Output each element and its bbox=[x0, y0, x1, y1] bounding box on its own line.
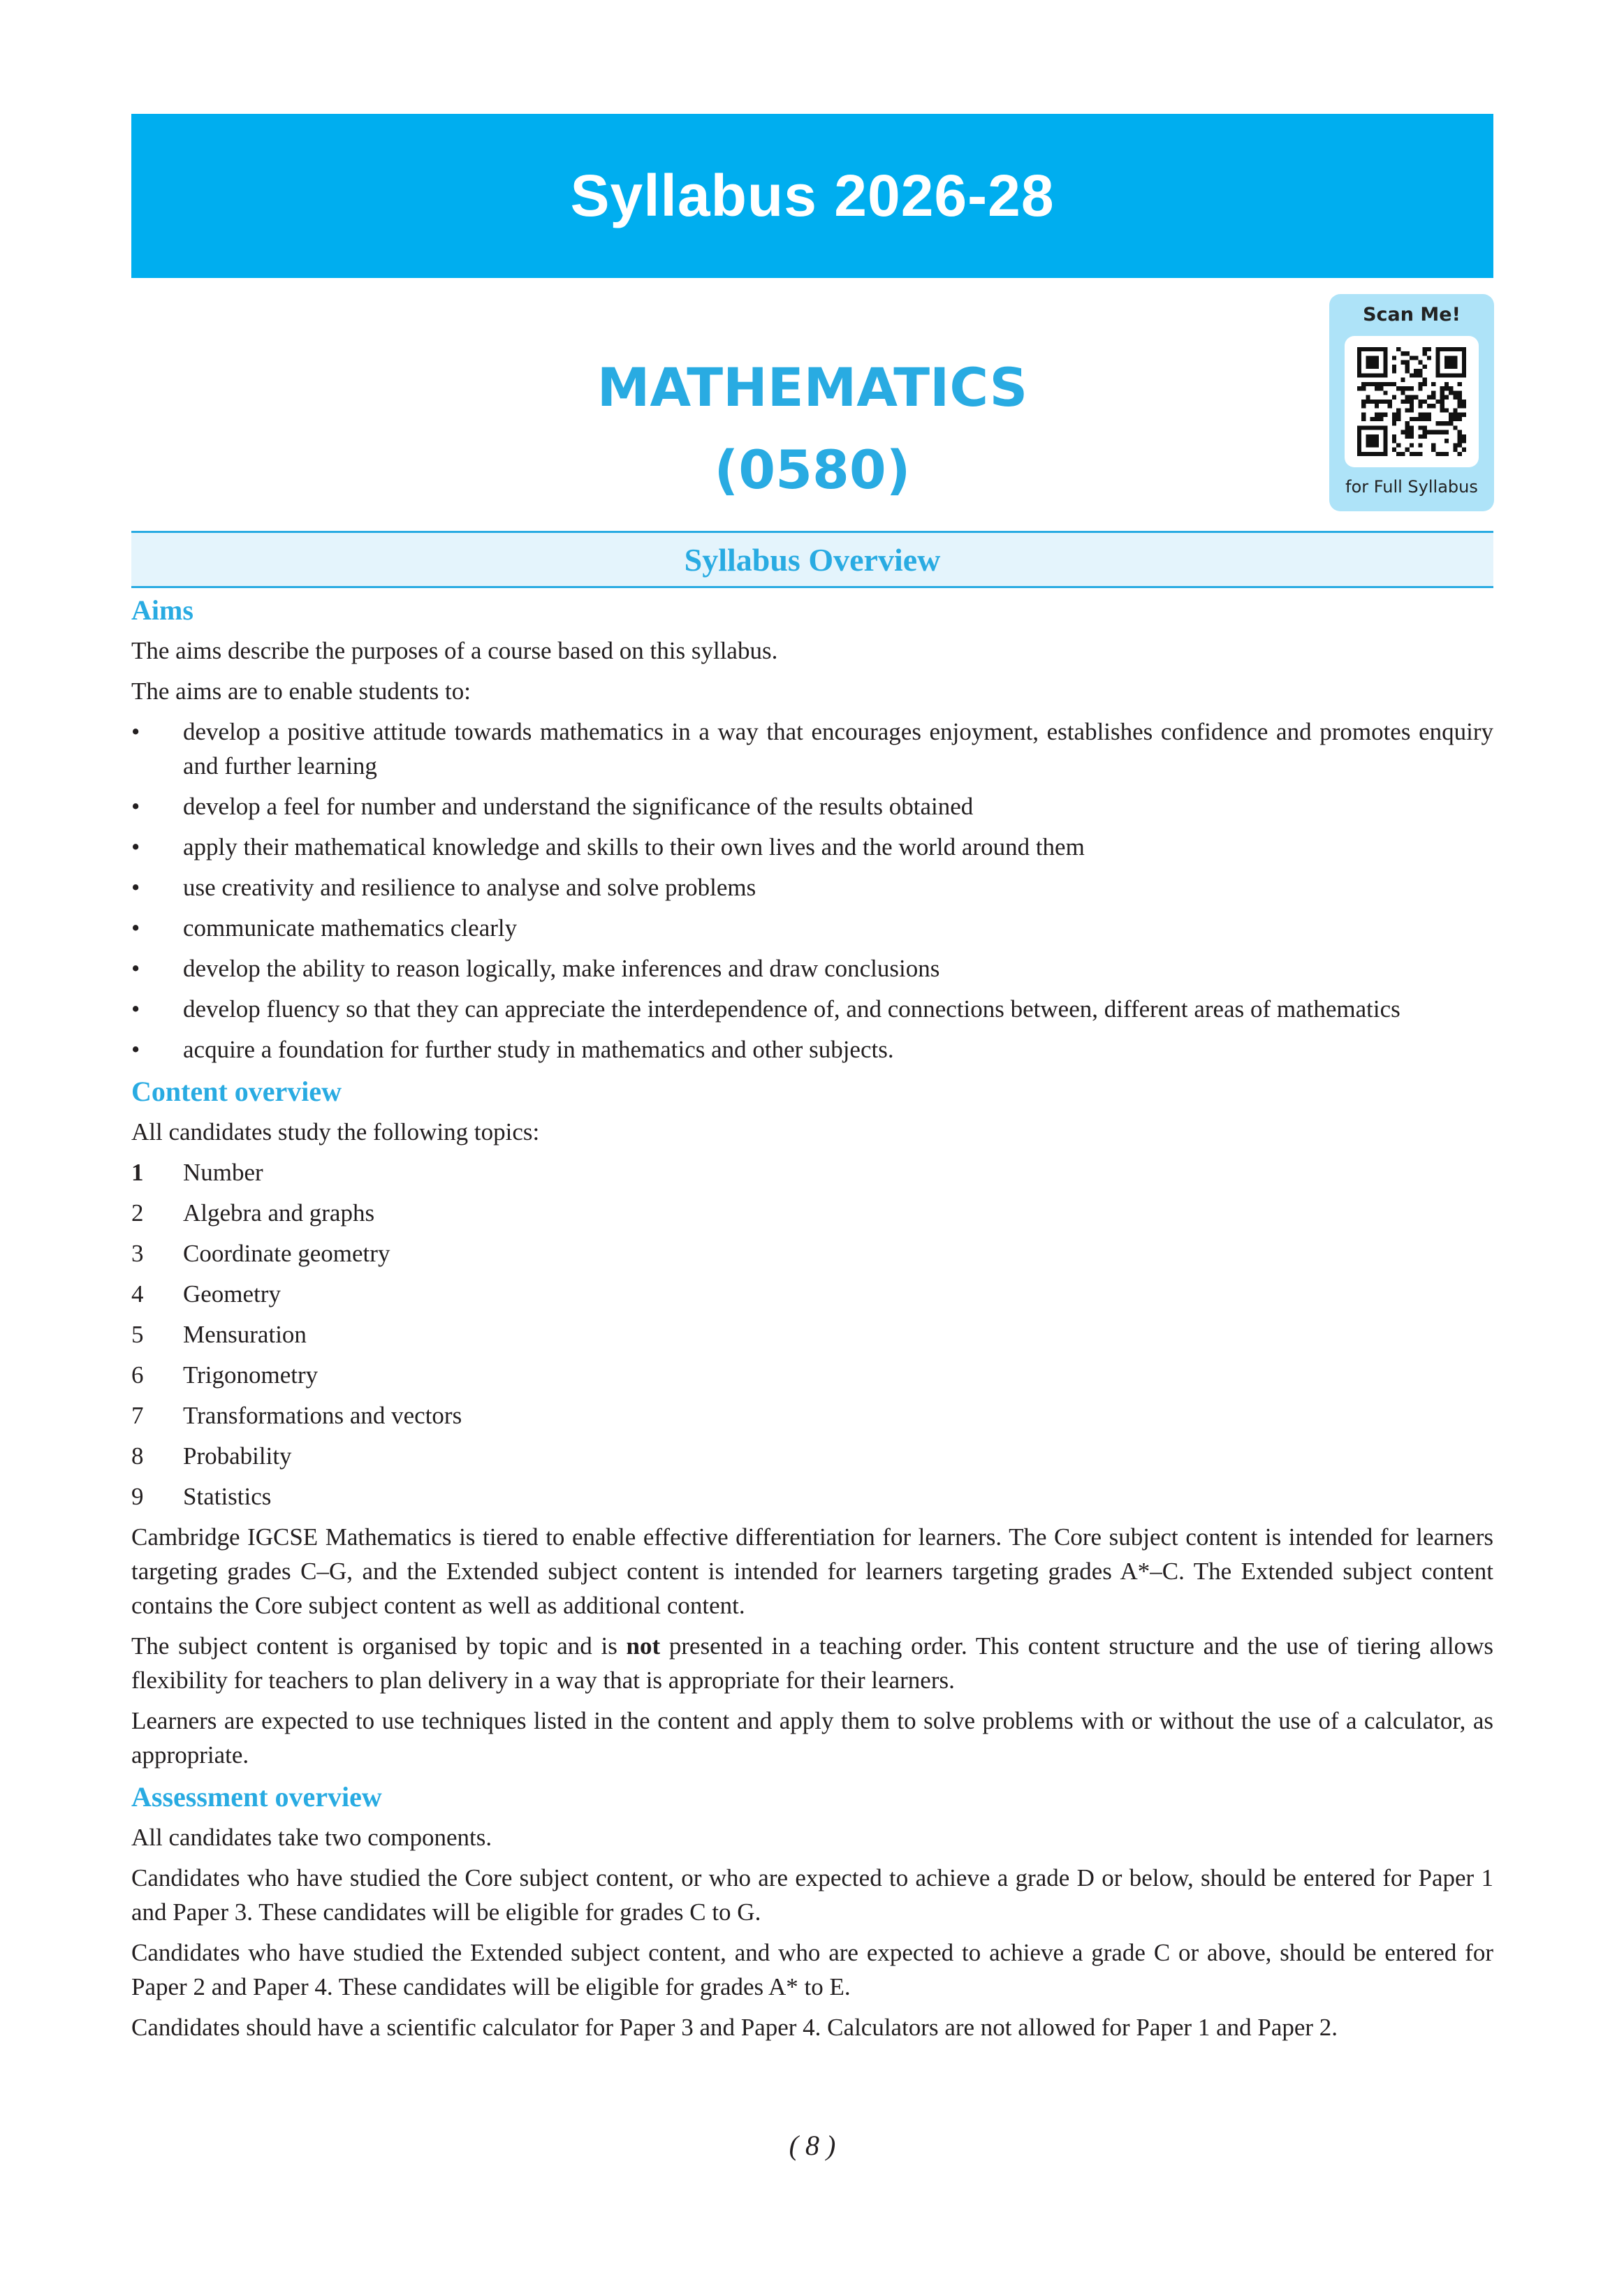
topic-number: 3 bbox=[131, 1240, 144, 1267]
list-item-text: develop the ability to reason logically, make inferences and draw conclusions bbox=[183, 955, 940, 982]
qr-code-panel[interactable] bbox=[1329, 294, 1494, 511]
page-number: ( 8 ) bbox=[789, 2130, 836, 2161]
topics-list bbox=[131, 1155, 1493, 1514]
tiering-paragraph: Cambridge IGCSE Mathematics is tiered to enable effective differentiation for learners. The Core subject content is intended for learners targeting grades C–G, and the Extended subject content is intended for learners targeting grades A*–C. The Extended subject content contains the Core subject content as well as additional content. bbox=[131, 1523, 1493, 1619]
topic-number: 9 bbox=[131, 1483, 144, 1510]
qr-code-frame bbox=[1345, 336, 1479, 467]
list-item-text: develop a positive attitude towards mathematics in a way that encourages enjoyment, establishes confidence and promotes enquiry and further learning bbox=[183, 718, 1493, 779]
topic-label: Mensuration bbox=[183, 1321, 307, 1348]
content-overview-heading: Content overview bbox=[131, 1076, 342, 1107]
topic-number: 5 bbox=[131, 1321, 144, 1348]
title-banner bbox=[131, 114, 1493, 278]
main-content bbox=[131, 590, 1493, 2051]
assessment-paragraph-2: Candidates who have studied the Core subject content, or who are expected to achieve a grade D or below, should be entered for Paper 1 and Paper 3. These candidates will be eligible for grades C to G. bbox=[131, 1864, 1493, 1926]
subject-code: (0580) bbox=[714, 439, 911, 501]
topic-number: 8 bbox=[131, 1442, 144, 1470]
subject-content-paragraph bbox=[131, 1629, 1493, 1697]
topic-label: Transformations and vectors bbox=[183, 1402, 462, 1429]
list-item-text: develop a feel for number and understand the significance of the results obtained bbox=[183, 793, 974, 820]
list-item-text: communicate mathematics clearly bbox=[183, 914, 518, 942]
assessment-paragraph-1: All candidates take two components. bbox=[131, 1824, 492, 1851]
emphasis-text: not bbox=[626, 1632, 661, 1660]
list-item-text: use creativity and resilience to analyse and solve problems bbox=[183, 874, 756, 901]
topic-label: Coordinate geometry bbox=[183, 1240, 390, 1267]
list-item-text: develop fluency so that they can appreciate the interdependence of, and connections between, different areas of mathematics bbox=[183, 995, 1400, 1023]
assessment-overview-heading: Assessment overview bbox=[131, 1781, 382, 1813]
topic-number: 1 bbox=[131, 1159, 144, 1186]
bullet-icon: • bbox=[131, 718, 140, 745]
list-item bbox=[131, 789, 1493, 823]
topic-item bbox=[131, 1479, 1493, 1514]
topic-label: Probability bbox=[183, 1442, 292, 1470]
topic-item bbox=[131, 1196, 1493, 1230]
bullet-icon: • bbox=[131, 874, 140, 901]
topic-label: Geometry bbox=[183, 1280, 281, 1308]
list-item bbox=[131, 951, 1493, 986]
topic-label: Algebra and graphs bbox=[183, 1199, 375, 1227]
topic-item bbox=[131, 1277, 1493, 1311]
aims-intro-1: The aims describe the purposes of a course based on this syllabus. bbox=[131, 637, 778, 664]
topic-label: Trigonometry bbox=[183, 1361, 319, 1389]
list-item-text: apply their mathematical knowledge and skills to their own lives and the world around them bbox=[183, 833, 1085, 861]
aims-intro-2: The aims are to enable students to: bbox=[131, 678, 471, 705]
list-item bbox=[131, 870, 1493, 905]
topic-number: 6 bbox=[131, 1361, 144, 1389]
content-overview-intro: All candidates study the following topics: bbox=[131, 1118, 540, 1145]
bullet-icon: • bbox=[131, 833, 140, 861]
list-item bbox=[131, 911, 1493, 945]
assessment-paragraph-4: Candidates should have a scientific calculator for Paper 3 and Paper 4. Calculators are not allowed for Paper 1 and Paper 2. bbox=[131, 2014, 1338, 2041]
syllabus-overview-title: Syllabus Overview bbox=[684, 541, 941, 578]
list-item bbox=[131, 992, 1493, 1026]
topic-item bbox=[131, 1398, 1493, 1433]
banner-title: Syllabus 2026-28 bbox=[570, 163, 1055, 228]
bullet-icon: • bbox=[131, 1036, 140, 1063]
qr-full-syllabus-label: for Full Syllabus bbox=[1345, 477, 1478, 497]
topic-number: 7 bbox=[131, 1402, 144, 1429]
paragraph-text: presented in a teaching order. This content structure and the use of tiering allows flexibility for teachers to plan delivery in a way that is appropriate for their learners. bbox=[131, 1632, 1493, 1694]
techniques-paragraph: Learners are expected to use techniques listed in the content and apply them to solve problems with or without the use of a calculator, as appropriate. bbox=[131, 1707, 1493, 1769]
topic-item bbox=[131, 1236, 1493, 1271]
aims-list bbox=[131, 715, 1493, 1067]
assessment-paragraph-3: Candidates who have studied the Extended subject content, and who are expected to achieve a grade C or above, should be entered for Paper 2 and Paper 4. These candidates will be eligible for grades A* to E. bbox=[131, 1939, 1493, 2000]
qr-scan-label: Scan Me! bbox=[1363, 304, 1461, 325]
paragraph-text: The subject content is organised by topic and is bbox=[131, 1632, 627, 1660]
topic-item bbox=[131, 1155, 1493, 1189]
topic-number: 2 bbox=[131, 1199, 144, 1227]
list-item-text: acquire a foundation for further study in mathematics and other subjects. bbox=[183, 1036, 894, 1063]
qr-code-icon[interactable] bbox=[1357, 347, 1466, 456]
list-item bbox=[131, 830, 1493, 864]
topic-label: Number bbox=[183, 1159, 263, 1186]
topic-item bbox=[131, 1439, 1493, 1473]
bullet-icon: • bbox=[131, 995, 140, 1023]
list-item bbox=[131, 715, 1493, 783]
syllabus-overview-header bbox=[131, 531, 1493, 588]
bullet-icon: • bbox=[131, 914, 140, 942]
list-item bbox=[131, 1032, 1493, 1067]
subject-name: MATHEMATICS bbox=[597, 356, 1028, 418]
topic-number: 4 bbox=[131, 1280, 144, 1308]
topic-item bbox=[131, 1317, 1493, 1352]
aims-heading: Aims bbox=[131, 594, 193, 626]
bullet-icon: • bbox=[131, 955, 140, 982]
topic-item bbox=[131, 1358, 1493, 1392]
topic-label: Statistics bbox=[183, 1483, 272, 1510]
bullet-icon: • bbox=[131, 793, 140, 820]
